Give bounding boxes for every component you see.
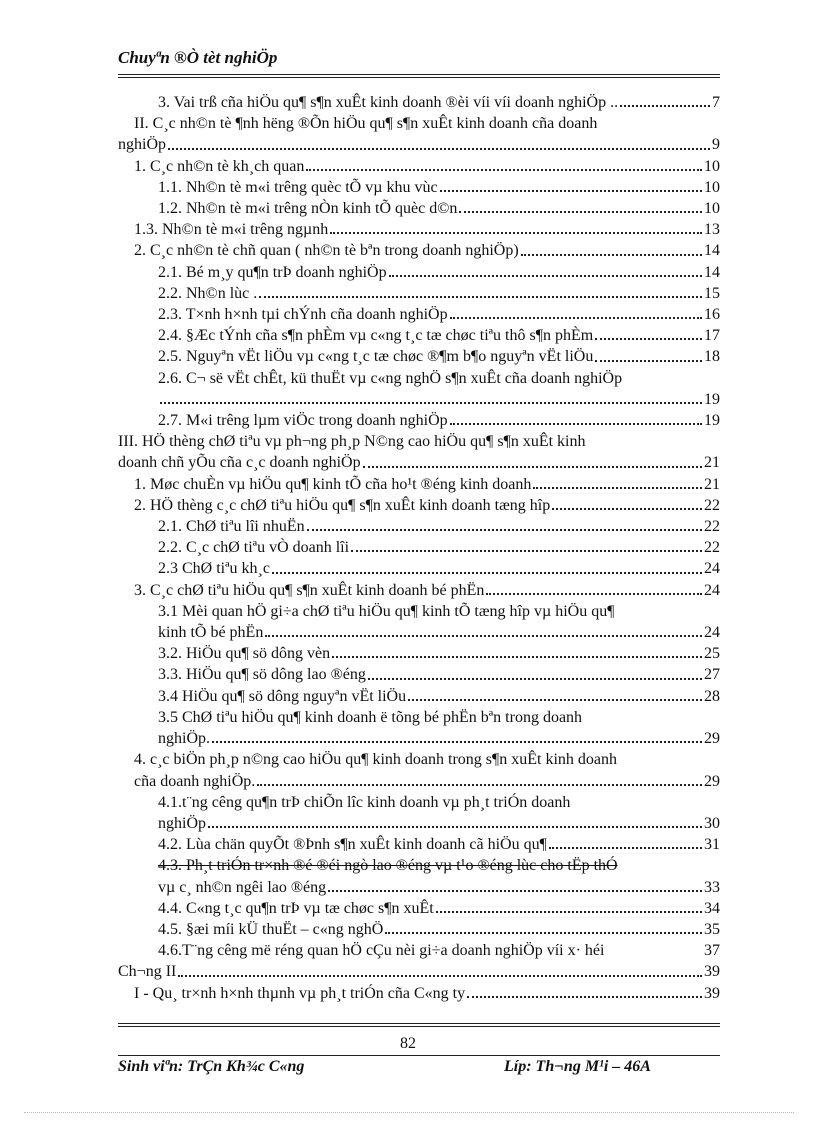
- toc-page-number: 27: [704, 666, 720, 684]
- dot-leader: [552, 508, 702, 510]
- toc-entry-continuation: nghiÖp: [158, 814, 206, 832]
- toc-page-number: 31: [704, 836, 720, 854]
- dot-leader: [408, 699, 702, 701]
- table-of-contents: [118, 92, 720, 1004]
- toc-entry[interactable]: [118, 580, 720, 601]
- toc-entry-text: 1.3. Nh©n tè m«i trêng ngµnh: [134, 221, 329, 239]
- toc-entry[interactable]: [118, 474, 720, 495]
- toc-page-number: 24: [704, 560, 720, 578]
- toc-entry-text: 2.1. Bé m¸y qu¶n trÞ doanh nghiÖp: [158, 263, 387, 281]
- dot-leader: [467, 996, 702, 998]
- toc-entry[interactable]: [118, 304, 720, 325]
- toc-page-number: 13: [704, 221, 720, 239]
- dot-leader: [208, 826, 702, 828]
- dot-leader: [450, 423, 702, 425]
- dot-leader: [521, 254, 702, 256]
- toc-page-number: 35: [704, 920, 720, 938]
- toc-page-number: 30: [704, 814, 720, 832]
- footer-class: Líp: Th¬ng M¹i – 46A: [504, 1058, 651, 1075]
- toc-page-number: 22: [704, 539, 720, 557]
- toc-page-number: 14: [704, 263, 720, 281]
- toc-page-number: 10: [704, 178, 720, 196]
- dot-leader: [160, 402, 702, 404]
- toc-entry[interactable]: [118, 177, 720, 198]
- toc-entry-text: 4.5. §æi míi kÜ thuËt – c«ng nghÖ: [158, 920, 384, 938]
- dot-leader: [595, 360, 702, 362]
- toc-page-number: 17: [704, 327, 720, 345]
- toc-page-number: 7: [712, 94, 720, 111]
- toc-entry[interactable]: [118, 834, 720, 855]
- toc-entry-text: 3.4 HiÖu qu¶ sö dông nguyªn vËt liÖu: [158, 687, 407, 705]
- toc-entry[interactable]: [118, 558, 720, 579]
- toc-entry-continuation: nghiÖp: [118, 136, 166, 154]
- toc-entry-text: Ch¬ng II: [118, 963, 177, 981]
- dot-leader: [620, 105, 710, 107]
- dot-leader: [351, 550, 702, 552]
- dot-leader: [265, 635, 702, 637]
- footer-rule: [118, 1055, 720, 1056]
- toc-entry[interactable]: [118, 219, 720, 240]
- toc-entry-text: 2.2. Nh©n lùc .: [158, 284, 258, 302]
- toc-page-number: 29: [704, 772, 720, 790]
- dot-leader: [306, 169, 702, 171]
- toc-entry-continuation: kinh tÕ bé phËn: [158, 624, 264, 642]
- toc-entry-text: I - Qu¸ tr×nh h×nh thµnh vµ ph¸t triÓn cña C«ng ty: [134, 984, 466, 1002]
- dot-leader: [459, 211, 702, 213]
- toc-entry-text: 3. C¸c chØ tiªu hiÖu qu¶ s¶n xuÊt kinh doanh bé phËn: [134, 581, 485, 599]
- dot-leader: [486, 593, 702, 595]
- toc-entry-text: 3.1 Mèi quan hÖ gi÷a chØ tiªu hiÖu qu¶ kinh tÕ tæng hîp vµ hiÖu qu¶: [158, 602, 615, 620]
- dot-leader: [307, 529, 702, 531]
- toc-entry[interactable]: [118, 156, 720, 177]
- toc-entry-continuation: cña doanh nghiÖp.: [134, 772, 256, 790]
- dot-leader: [328, 890, 702, 892]
- toc-entry-text: 2.7. M«i trêng lµm viÖc trong doanh nghiÖp: [158, 412, 448, 430]
- toc-entry-text: II. C¸c nh©n tè ¶nh hëng ®Õn hiÖu qu¶ s¶n xuÊt kinh doanh cña doanh: [134, 115, 598, 133]
- toc-page-number: 37: [704, 942, 720, 960]
- toc-entry-text: 1. Møc chuÈn vµ hiÖu qu¶ kinh tÕ cña ho¹t ®éng kinh doanh: [134, 475, 532, 493]
- dot-leader: [533, 487, 702, 489]
- toc-entry[interactable]: [118, 707, 720, 749]
- toc-entry[interactable]: [118, 240, 720, 261]
- toc-entry[interactable]: [118, 898, 720, 919]
- toc-page-number: 33: [704, 878, 720, 896]
- toc-page-number: 34: [704, 899, 720, 917]
- toc-entry[interactable]: [118, 346, 720, 367]
- toc-entry-text: 3.2. HiÖu qu¶ sö dông vèn: [158, 645, 331, 663]
- dot-leader: [259, 296, 702, 298]
- toc-entry-text: 2.3. T×nh h×nh tµi chÝnh cña doanh nghiÖp: [158, 306, 448, 324]
- toc-entry[interactable]: [118, 919, 720, 940]
- toc-entry[interactable]: [118, 940, 720, 961]
- toc-entry-text: 2. C¸c nh©n tè chñ quan ( nh©n tè bªn trong doanh nghiÖp): [134, 242, 519, 260]
- dot-leader: [595, 338, 702, 340]
- toc-entry-text: III. HÖ thèng chØ tiªu vµ ph¬ng ph¸p N©ng cao hiÖu qu¶ s¶n xuÊt kinh: [118, 433, 586, 451]
- toc-entry[interactable]: [118, 749, 720, 791]
- toc-page-number: 19: [704, 412, 720, 430]
- toc-page-number: 24: [704, 581, 720, 599]
- toc-entry-text: 4.6.T¨ng cêng më réng quan hÖ cÇu nèi gi÷a doanh nghiÖp víi x· héi: [158, 942, 605, 960]
- toc-entry[interactable]: [118, 198, 720, 219]
- toc-page-number: 29: [704, 730, 720, 748]
- toc-entry[interactable]: [118, 792, 720, 834]
- toc-page-number: 22: [704, 496, 720, 514]
- toc-page-number: 16: [704, 306, 720, 324]
- toc-entry-text: 2.2. C¸c chØ tiªu vÒ doanh lîi: [158, 539, 350, 557]
- toc-page-number: 25: [704, 645, 720, 663]
- toc-entry[interactable]: [118, 537, 720, 558]
- toc-entry[interactable]: [118, 516, 720, 537]
- toc-entry[interactable]: [118, 283, 720, 304]
- toc-entry-text: 3. Vai trß cña hiÖu qu¶ s¶n xuÊt kinh doanh ®èi víi víi doanh nghiÖp ..: [158, 94, 619, 111]
- toc-entry-text: 2. HÖ thèng c¸c chØ tiªu hiÖu qu¶ s¶n xuÊt kinh doanh tæng hîp: [134, 496, 551, 514]
- dot-leader: [385, 932, 702, 934]
- header-rule: [118, 74, 720, 78]
- toc-entry-text: 2.1. ChØ tiªu lîi nhuËn: [158, 518, 305, 536]
- toc-page-number: 39: [704, 963, 720, 981]
- dot-leader: [332, 656, 702, 658]
- toc-entry-text: 2.5. Nguyªn vËt liÖu vµ c«ng t¸c tæ chøc ®¶m b¶o nguyªn vËt liÖu: [158, 348, 594, 366]
- dot-leader: [330, 232, 702, 234]
- toc-page-number: 10: [704, 157, 720, 175]
- dot-leader: [450, 317, 702, 319]
- toc-page-number: 19: [704, 390, 720, 408]
- toc-entry[interactable]: [118, 325, 720, 346]
- toc-entry-text: 4. c¸c biÖn ph¸p n©ng cao hiÖu qu¶ kinh doanh trong s¶n xuÊt kinh doanh: [134, 751, 618, 769]
- dot-leader: [257, 784, 702, 786]
- toc-page-number: 22: [704, 518, 720, 536]
- toc-entry-text: 4.1.t¨ng cêng qu¶n trÞ chiÕn lîc kinh doanh vµ ph¸t triÓn doanh: [158, 793, 571, 811]
- toc-entry-text: 4.3. Ph¸t triÓn tr×nh ®é ®éi ngò lao ®éng vµ t¹o ®éng lùc cho tËp thÓ: [158, 857, 618, 875]
- dot-leader: [178, 975, 702, 977]
- toc-entry-text: 4.4. C«ng t¸c qu¶n trÞ vµ tæ chøc s¶n xuÊt: [158, 899, 434, 917]
- toc-page-number: 14: [704, 242, 720, 260]
- toc-entry[interactable]: [118, 113, 720, 155]
- page-edge-dots: [24, 1112, 794, 1113]
- toc-page-number: 21: [704, 475, 720, 493]
- toc-entry-text: 1.1. Nh©n tè m«i trêng quèc tÕ vµ khu vùc: [158, 178, 438, 196]
- footer-student: Sinh viªn: TrÇn Kh¾c C«ng: [118, 1058, 305, 1075]
- dot-leader: [389, 275, 702, 277]
- toc-entry[interactable]: [118, 855, 720, 897]
- page-header: Chuyªn ®Ò tèt nghiÖp: [118, 48, 278, 67]
- toc-entry[interactable]: [118, 643, 720, 664]
- toc-entry-text: 2.6. C¬ së vËt chÊt, kü thuËt vµ c«ng nghÖ s¶n xuÊt cña doanh nghiÖp: [158, 369, 623, 387]
- dot-leader: [363, 466, 702, 468]
- toc-page-number: 39: [704, 984, 720, 1002]
- toc-entry-text: 2.3 ChØ tiªu kh¸c: [158, 560, 270, 578]
- toc-entry[interactable]: [118, 92, 720, 113]
- toc-entry-text: 1. C¸c nh©n tè kh¸ch quan: [134, 157, 305, 175]
- toc-entry[interactable]: [118, 262, 720, 283]
- dot-leader: [212, 741, 702, 743]
- toc-page-number: 21: [704, 454, 720, 472]
- toc-entry[interactable]: [118, 431, 720, 473]
- toc-entry-continuation: vµ c¸ nh©n ngêi lao ®éng: [158, 878, 327, 896]
- toc-entry-text: 3.3. HiÖu qu¶ sö dông lao ®éng: [158, 666, 366, 684]
- toc-page-number: 15: [704, 284, 720, 302]
- dot-leader: [368, 678, 702, 680]
- toc-entry[interactable]: [118, 686, 720, 707]
- page-number: 82: [400, 1035, 416, 1052]
- toc-bottom-rule: [118, 1023, 720, 1027]
- toc-entry[interactable]: [118, 410, 720, 431]
- toc-entry[interactable]: [118, 961, 720, 982]
- dot-leader: [168, 148, 710, 150]
- toc-entry-text: 3.5 ChØ tiªu hiÖu qu¶ kinh doanh ë tõng bé phËn bªn trong doanh: [158, 708, 583, 726]
- toc-page-number: 24: [704, 624, 720, 642]
- toc-entry-continuation: nghiÖp.: [158, 730, 210, 748]
- toc-entry-continuation: doanh chñ yÕu cña c¸c doanh nghiÖp: [118, 454, 361, 472]
- toc-entry[interactable]: [118, 495, 720, 516]
- toc-entry[interactable]: [118, 664, 720, 685]
- dot-leader: [436, 911, 702, 913]
- toc-page-number: 18: [704, 348, 720, 366]
- dot-leader: [272, 572, 702, 574]
- toc-entry-text: 4.2. Lùa chän quyÕt ®Þnh s¶n xuÊt kinh doanh cã hiÖu qu¶: [158, 836, 547, 854]
- toc-page-number: 9: [712, 136, 720, 154]
- toc-page-number: 10: [704, 200, 720, 218]
- toc-entry[interactable]: [118, 601, 720, 643]
- toc-entry-text: 1.2. Nh©n tè m«i trêng nÒn kinh tÕ quèc d©n: [158, 200, 458, 218]
- toc-entry-text: 2.4. §Æc tÝnh cña s¶n phÈm vµ c«ng t¸c tæ chøc tiªu thô s¶n phÈm: [158, 327, 594, 345]
- toc-page-number: 28: [704, 687, 720, 705]
- dot-leader: [440, 190, 702, 192]
- toc-entry[interactable]: [118, 983, 720, 1004]
- dot-leader: [549, 847, 702, 849]
- toc-entry[interactable]: [118, 368, 720, 410]
